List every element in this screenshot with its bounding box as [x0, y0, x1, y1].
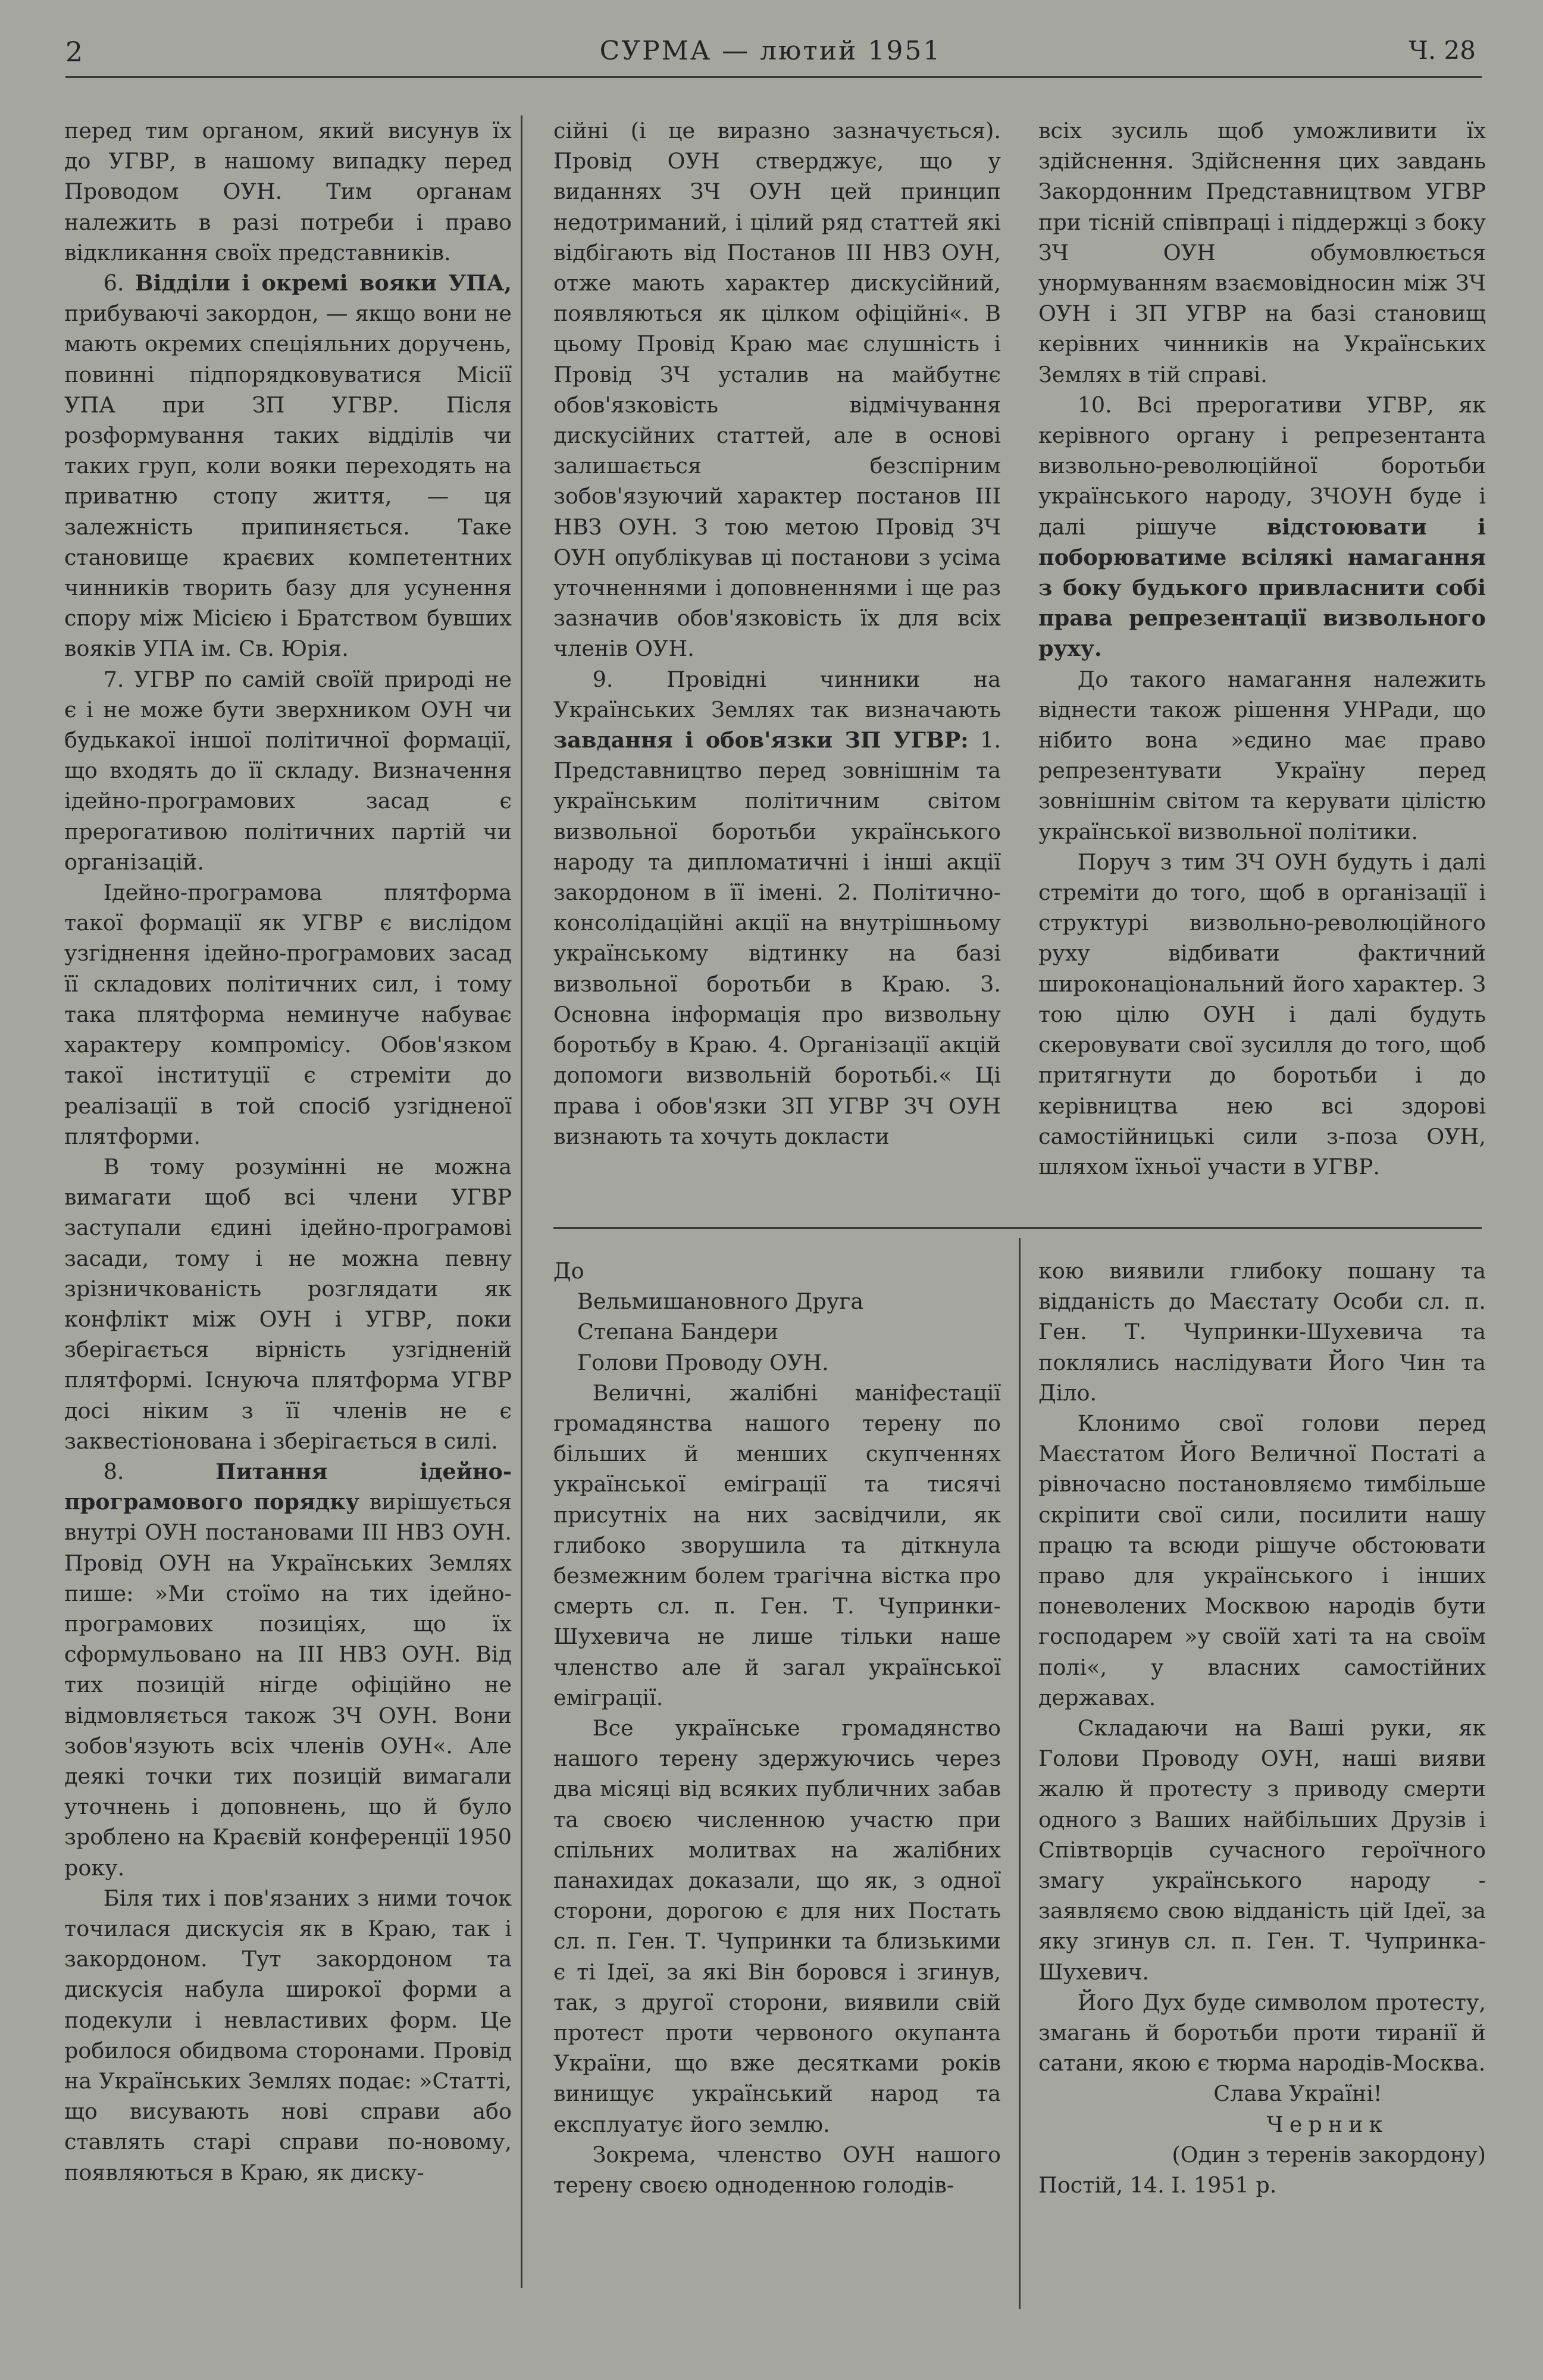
signature-name: Черник — [1266, 2111, 1389, 2137]
paragraph: 8. Питання ідейно-програмового порядку вирішується внутрі ОУН постановами III НВЗ ОУН. Провід ОУН на Українських Землях пише: »Ми стоїмо на тих ідейно-програмових позиціях, що їх сформульовано на III НВЗ ОУН. Від тих позицій нігде офіційно не відмовляється також ЗЧ ОУН. Вони зобов'язують всіх членів ОУН«. Але деякі точки тих позицій вимагали уточнень і доповнень, що й було зроблено на Краєвій конференції 1950 року. — [64, 1458, 512, 1881]
paragraph: 7. УГВР по самій своїй природі не є і не може бути зверхником ОУН чи будькакої іншої політичної формації, що входять до її складу. Визначення ідейно-програмових засад є прерогативою політичних партій чи організацій. — [64, 666, 512, 875]
bold-heading: Питання ідейно-програмового порядку — [64, 1458, 512, 1515]
paragraph: В тому розумінні не можна вимагати щоб всі члени УГВР заступали єдині ідейно-програмові засади, тому і не можна певну зрізничкованість розглядати як конфлікт між ОУН і УГВР, поки зберігається вірність узгідненій плятформі. Існуюча плятформа УГВР досі ніким з її членів не є заквестіонована і зберігається в силі. — [64, 1153, 512, 1454]
paragraph: 6. Відділи і окремі вояки УПА, прибуваючі закордон, — якщо вони не мають окремих спеціяльних доручень, повинні підпорядковуватися Місії УПА при ЗП УГВР. Після розформування таких відділів чи таких груп, коли вояки переходять на приватню стопу життя, — ця залежність припиняється. Таке становище краєвих компетентних чинників творить базу для усунення спору між Місією і Братством бувших вояків УПА ім. Св. Юрія. — [64, 270, 512, 662]
paragraph: кою виявили глибоку пошану та відданість до Маєстату Особи сл. п. Ген. Т. Чупринки-Шухевича та поклялись наслідувати Його Чин та Діло. — [1038, 1258, 1486, 1406]
paragraph: Поруч з тим ЗЧ ОУН будуть і далі стреміти до того, щоб в організації і структурі визвольно-революційного руху відбивати фактичний широконаціональний його характер. З тою цілю ОУН і далі будуть скеровувати свої зусилля до того, щоб притягнути до боротьби і до керівництва нею всі здорові самостійницькі сили з-поза ОУН, шляхом їхньої участи в УГВР. — [1038, 849, 1486, 1180]
letter-separator — [553, 1227, 1482, 1229]
paragraph: До такого намагання належить віднести також рішення УНРади, що нібито вона »єдино має право репрезентувати Україну перед зовнішнім світом та керувати цілістю української визвольної політики. — [1038, 666, 1486, 845]
letter-column-left — [553, 1256, 1001, 2200]
paragraph: Його Дух буде символом протесту, змагань й боротьби проти тиранії й сатани, якою є тюрма народів-Москва. — [1038, 1989, 1486, 2076]
bold-heading: Відділи і окремі вояки УПА, — [134, 270, 512, 296]
letter-address-line: Вельмишановного Друга — [577, 1288, 864, 1315]
bold-heading: завдання і обов'язки ЗП УГВР: — [553, 727, 969, 753]
paragraph: 9. Провідні чинники на Українських Землях так визначають завдання і обов'язки ЗП УГВР: 1. Представництво перед зовнішнім та українським політичним світом визвольної боротьби українського народу та дипломатичні і інші акції закордоном в її імені. 2. Політично-консолідаційні акції на внутрішньому українському відтинку на базі визвольної боротьби в Краю. 3. Основна інформація про визвольну боротьбу в Краю. 4. Організації акцій допомоги визвольній боротьбі.« Ці права і обов'язки ЗП УГВР ЗЧ ОУН визнають та хочуть докласти — [553, 666, 1001, 1149]
issue-number: Ч. 28 — [1409, 36, 1476, 65]
paragraph: всіх зусиль щоб уможливити їх здійснення. Здійснення цих завдань Закордонним Представництвом УГВР при тісній співпраці і піддержці з боку ЗЧ ОУН обумовлюється унормуванням взаємовідносин між ЗЧ ОУН і ЗП УГВР на базі становищ керівних чинників на Українських Землях в тій справі. — [1038, 118, 1486, 387]
paragraph: Ідейно-програмова плятформа такої формації як УГВР є вислідом узгіднення ідейно-програмових засад її складових політичних сил, і тому така плятформа неминуче набуває характеру компромісу. Обов'язком такої інституції є стреміти до реалізації в той спосіб узгідненої плятформи. — [64, 880, 512, 1149]
letter-column-right — [1038, 1256, 1486, 2200]
letter-to: До — [553, 1258, 584, 1284]
closing-salutation: Слава Україні! — [1213, 2081, 1382, 2107]
paragraph: перед тим органом, який висунув їх до УГВР, в нашому випадку перед Проводом ОУН. Тим органам належить в разі потреби і право відкликання своїх представників. — [64, 118, 512, 265]
letter-address-line: Степана Бандери — [577, 1319, 779, 1345]
paragraph: Складаючи на Ваші руки, як Голови Проводу ОУН, наші вияви жалю й протесту з приводу смерти одного з Ваших найбільших Друзів і Співтворців сучасного героїчного змагу українського народу - заявляємо свою відданість цій Ідеї, за яку згинув сл. п. Ген. Т. Чупринка-Шухевич. — [1038, 1715, 1486, 1985]
column-divider — [521, 115, 522, 2288]
paragraph: Біля тих і пов'язаних з ними точок точилася дискусія як в Краю, так і закордоном. Тут закордоном та дискусія набула широкої форми а подекули і невластивих форм. Це робилося обидвома сторонами. Провід на Українських Землях подає: »Статті, що висувають нові справи або ставлять старі справи по-новому, появляються в Краю, як диску- — [64, 1885, 512, 2185]
signature-note: (Один з теренів закордону) — [1172, 2141, 1486, 2168]
newspaper-title: СУРМА — лютий 1951 — [599, 36, 942, 66]
column-1 — [64, 115, 512, 2188]
letter-address-line: Голови Проводу ОУН. — [577, 1349, 829, 1375]
page-number: 2 — [65, 36, 83, 68]
paragraph: Величні, жалібні маніфестації громадянства нашого терену по більших й менших скупченнях української еміграції та тисячі присутніх на них засвідчили, як глибоко зворушила та діткнула безмежним болем трагічна вістка про смерть сл. п. Ген. Т. Чупринки-Шухевича не лише тільки наше членство але й загал української еміграції. — [553, 1380, 1001, 1710]
bold-heading: відстоювати і поборюватиме всілякі намагання з боку будького привласнити собі права репрезентації визвольного руху. — [1038, 514, 1486, 662]
paragraph: сійні (і це виразно зазначується). Провід ОУН стверджує, що у виданнях ЗЧ ОУН цей принцип недотриманий, і цілий ряд статтей які відбігають від Постанов III НВЗ ОУН, отже мають характер дискусійний, появляються як цілком офіційні«. В цьому Провід Краю має слушність і Провід ЗЧ усталив на майбутнє обов'язковість відмічування дискусійних статтей, але в основі залишається безспірним зобов'язуючий характер постанов III НВЗ ОУН. З тою метою Провід ЗЧ ОУН опублікував ці постанови з усіма уточненнями і доповненнями і ще раз зазначив обов'язковість їх для всіх членів ОУН. — [553, 118, 1001, 662]
paragraph: Все українське громадянство нашого терену здержуючись через два місяці від всяких публичних забав та своєю численною участю при спільних молитвах на жалібних панахидах доказали, що як, з одної сторони, дорогою є для них Постать сл. п. Ген. Т. Чупринки та близькими є ті Ідеї, за які Він боровся і згинув, так, з другої сторони, виявили свій протест проти червоного окупанта України, що вже десятками років винищує український народ та експлуатує його землю. — [553, 1715, 1001, 2137]
column-2 — [553, 115, 1001, 1152]
column-divider — [1019, 1238, 1021, 2309]
paragraph: Зокрема, членство ОУН нашого терену своєю одноденною голодів- — [553, 2141, 1001, 2198]
paragraph: 10. Всі прерогативи УГВР, як керівного органу і репрезентанта визвольно-революційної боротьби українського народу, ЗЧОУН буде і далі рішуче відстоювати і поборюватиме всілякі намагання з боку будького привласнити собі права репрезентації визвольного руху. — [1038, 392, 1486, 662]
paragraph: Клонимо свої голови перед Маєстатом Його Величної Постаті а рівночасно постановляємо тимбільше скріпити свої сили, посилити нашу працю та всюди рішуче обстоювати право для українського і інших поневолених Москвою народів бути господарем »у своїй хаті та на своїм полі«, у власних самостійних державах. — [1038, 1411, 1486, 1710]
header-rule — [65, 76, 1482, 78]
column-3 — [1038, 115, 1486, 1182]
dateline: Постій, 14. I. 1951 р. — [1038, 2172, 1277, 2198]
